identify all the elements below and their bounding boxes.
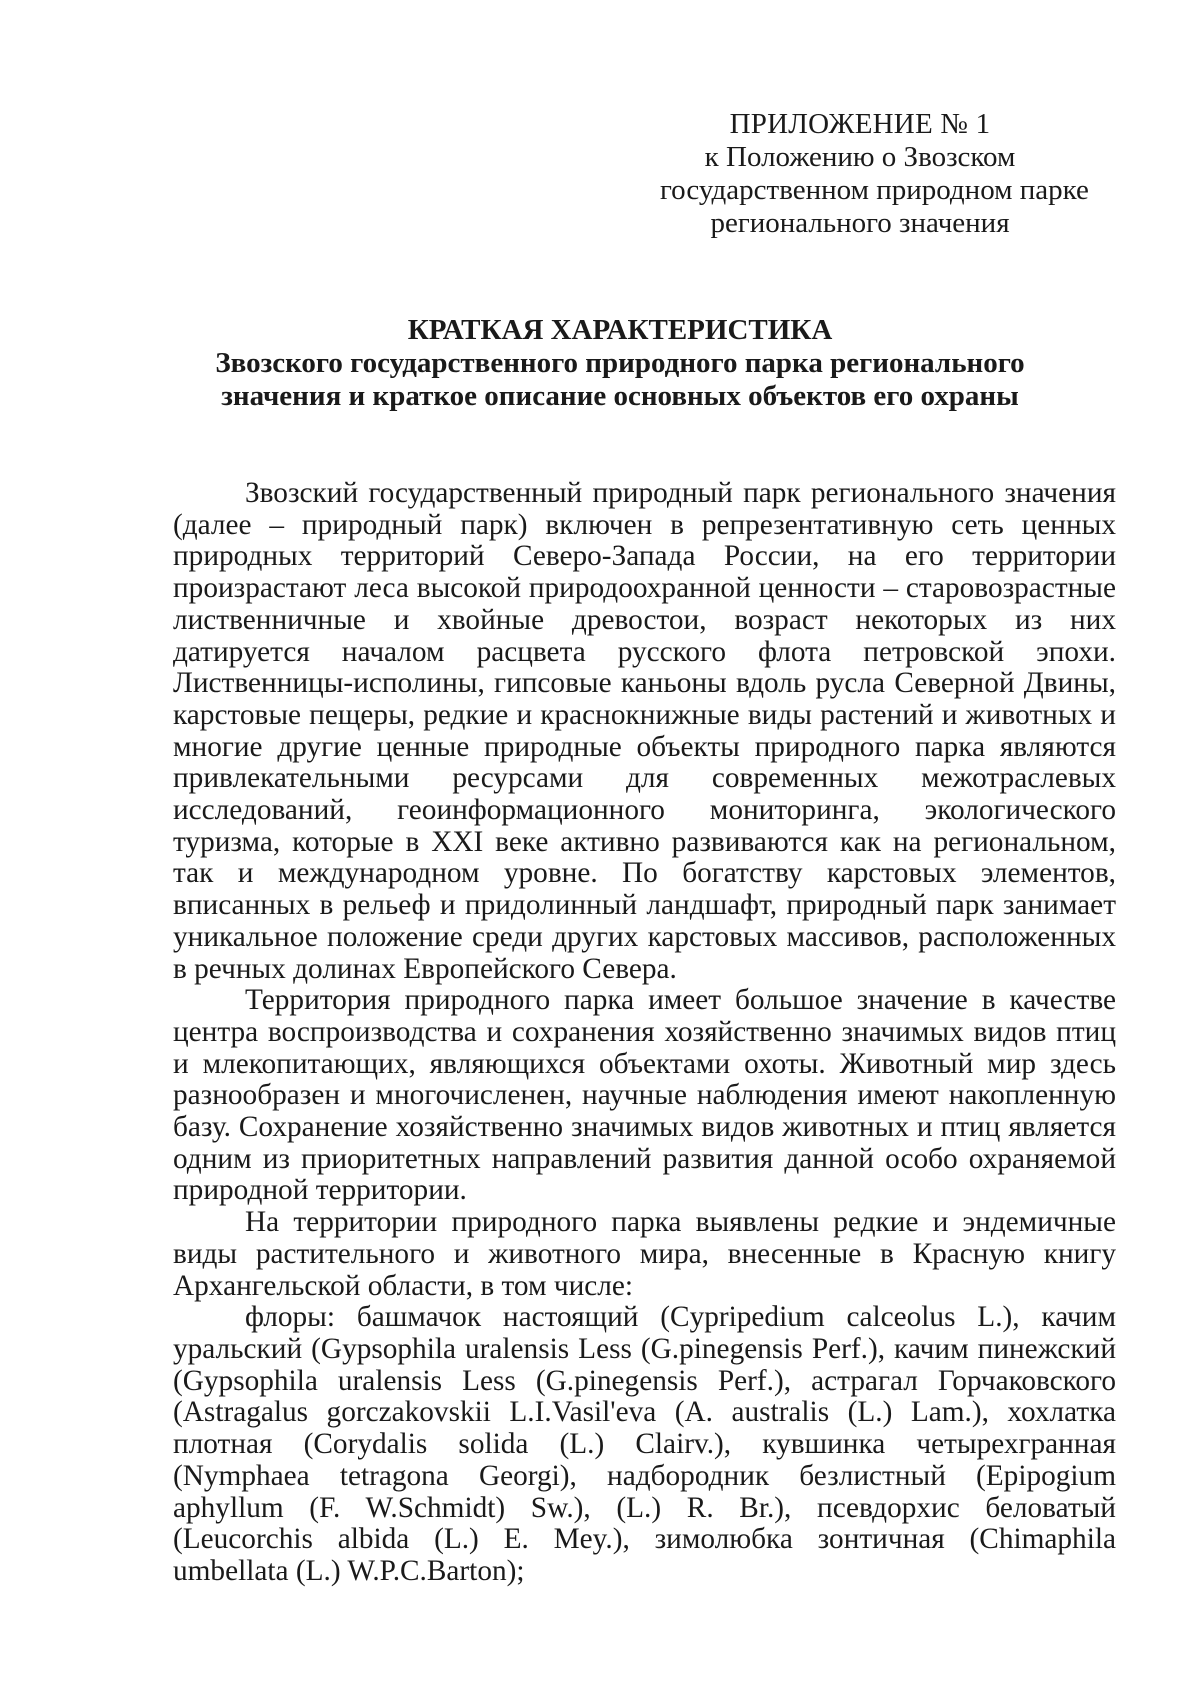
- appendix-line-1: к Положению о Звозском: [704, 141, 1016, 173]
- appendix-line-2: государственном природном парке: [660, 174, 1089, 206]
- document-heading: [160, 314, 1080, 413]
- heading-line-1: КРАТКАЯ ХАРАКТЕРИСТИКА: [407, 314, 833, 346]
- paragraph-intro: Звозский государственный природный парк регионального значения (далее – природный парк) включен в репрезентативную сеть ценных природных территорий Северо-Запада России, на его территории произрастают леса высокой природоохранной ценности – старовозрастные лиственничные и хвойные древостои, возраст некоторых из них датируется началом расцвета русского флота петровской эпохи. Лиственницы-исполины, гипсовые каньоны вдоль русла Северной Двины, карстовые пещеры, редкие и краснокнижные виды растений и животных и многие другие ценные природные объекты природного парка являются привлекательными ресурсами для современных межотраслевых исследований, геоинформационного мониторинга, экологического туризма, которые в XXI веке активно развиваются как на региональном, так и международном уровне. По богатству карстовых элементов, вписанных в рельеф и придолинный ландшафт, природный парк занимает уникальное положение среди других карстовых массивов, расположенных в речных долинах Европейского Севера.: [173, 477, 1116, 985]
- appendix-title: ПРИЛОЖЕНИЕ № 1: [729, 108, 991, 140]
- paragraph-red-book: На территории природного парка выявлены редкие и эндемичные виды растительного и животного мира, внесенные в Красную книгу Архангельской области, в том числе:: [173, 1206, 1116, 1302]
- paragraph-fauna-significance: Территория природного парка имеет большое значение в качестве центра воспроизводства и сохранения хозяйственно значимых видов птиц и млекопитающих, являющихся объектами охоты. Животный мир здесь разнообразен и многочисленен, научные наблюдения имеют накопленную базу. Сохранение хозяйственно значимых видов животных и птиц является одним из приоритетных направлений развития данной особо охраняемой природной территории.: [173, 984, 1116, 1207]
- appendix-line-3: регионального значения: [710, 207, 1010, 239]
- appendix-header: [660, 108, 1089, 240]
- paragraph-flora-list: флоры: башмачок настоящий (Cypripedium calceolus L.), качим уральский (Gypsophila uralensis Less (G.pinegensis Perf.), качим пинежский (Gypsophila uralensis Less (G.pinegensis Perf.), астрагал Горчаковского (Astragalus gorczakovskii L.I.Vasil'eva (A. australis (L.) Lam.), хохлатка плотная (Corydalis solida (L.) Clairv.), кувшинка четырехгранная (Nymphaea tetragona Georgi), надбородник безлистный (Epipogium aphyllum (F. W.Schmidt) Sw.), (L.) R. Br.), псевдорхис беловатый (Leucorchis albida (L.) E. Mey.), зимолюбка зонтичная (Chimaphila umbellata (L.) W.P.C.Barton);: [173, 1301, 1116, 1587]
- document-body: [173, 478, 1116, 1588]
- heading-line-3: значения и краткое описание основных объектов его охраны: [221, 380, 1019, 412]
- heading-line-2: Звозского государственного природного парка регионального: [215, 347, 1025, 379]
